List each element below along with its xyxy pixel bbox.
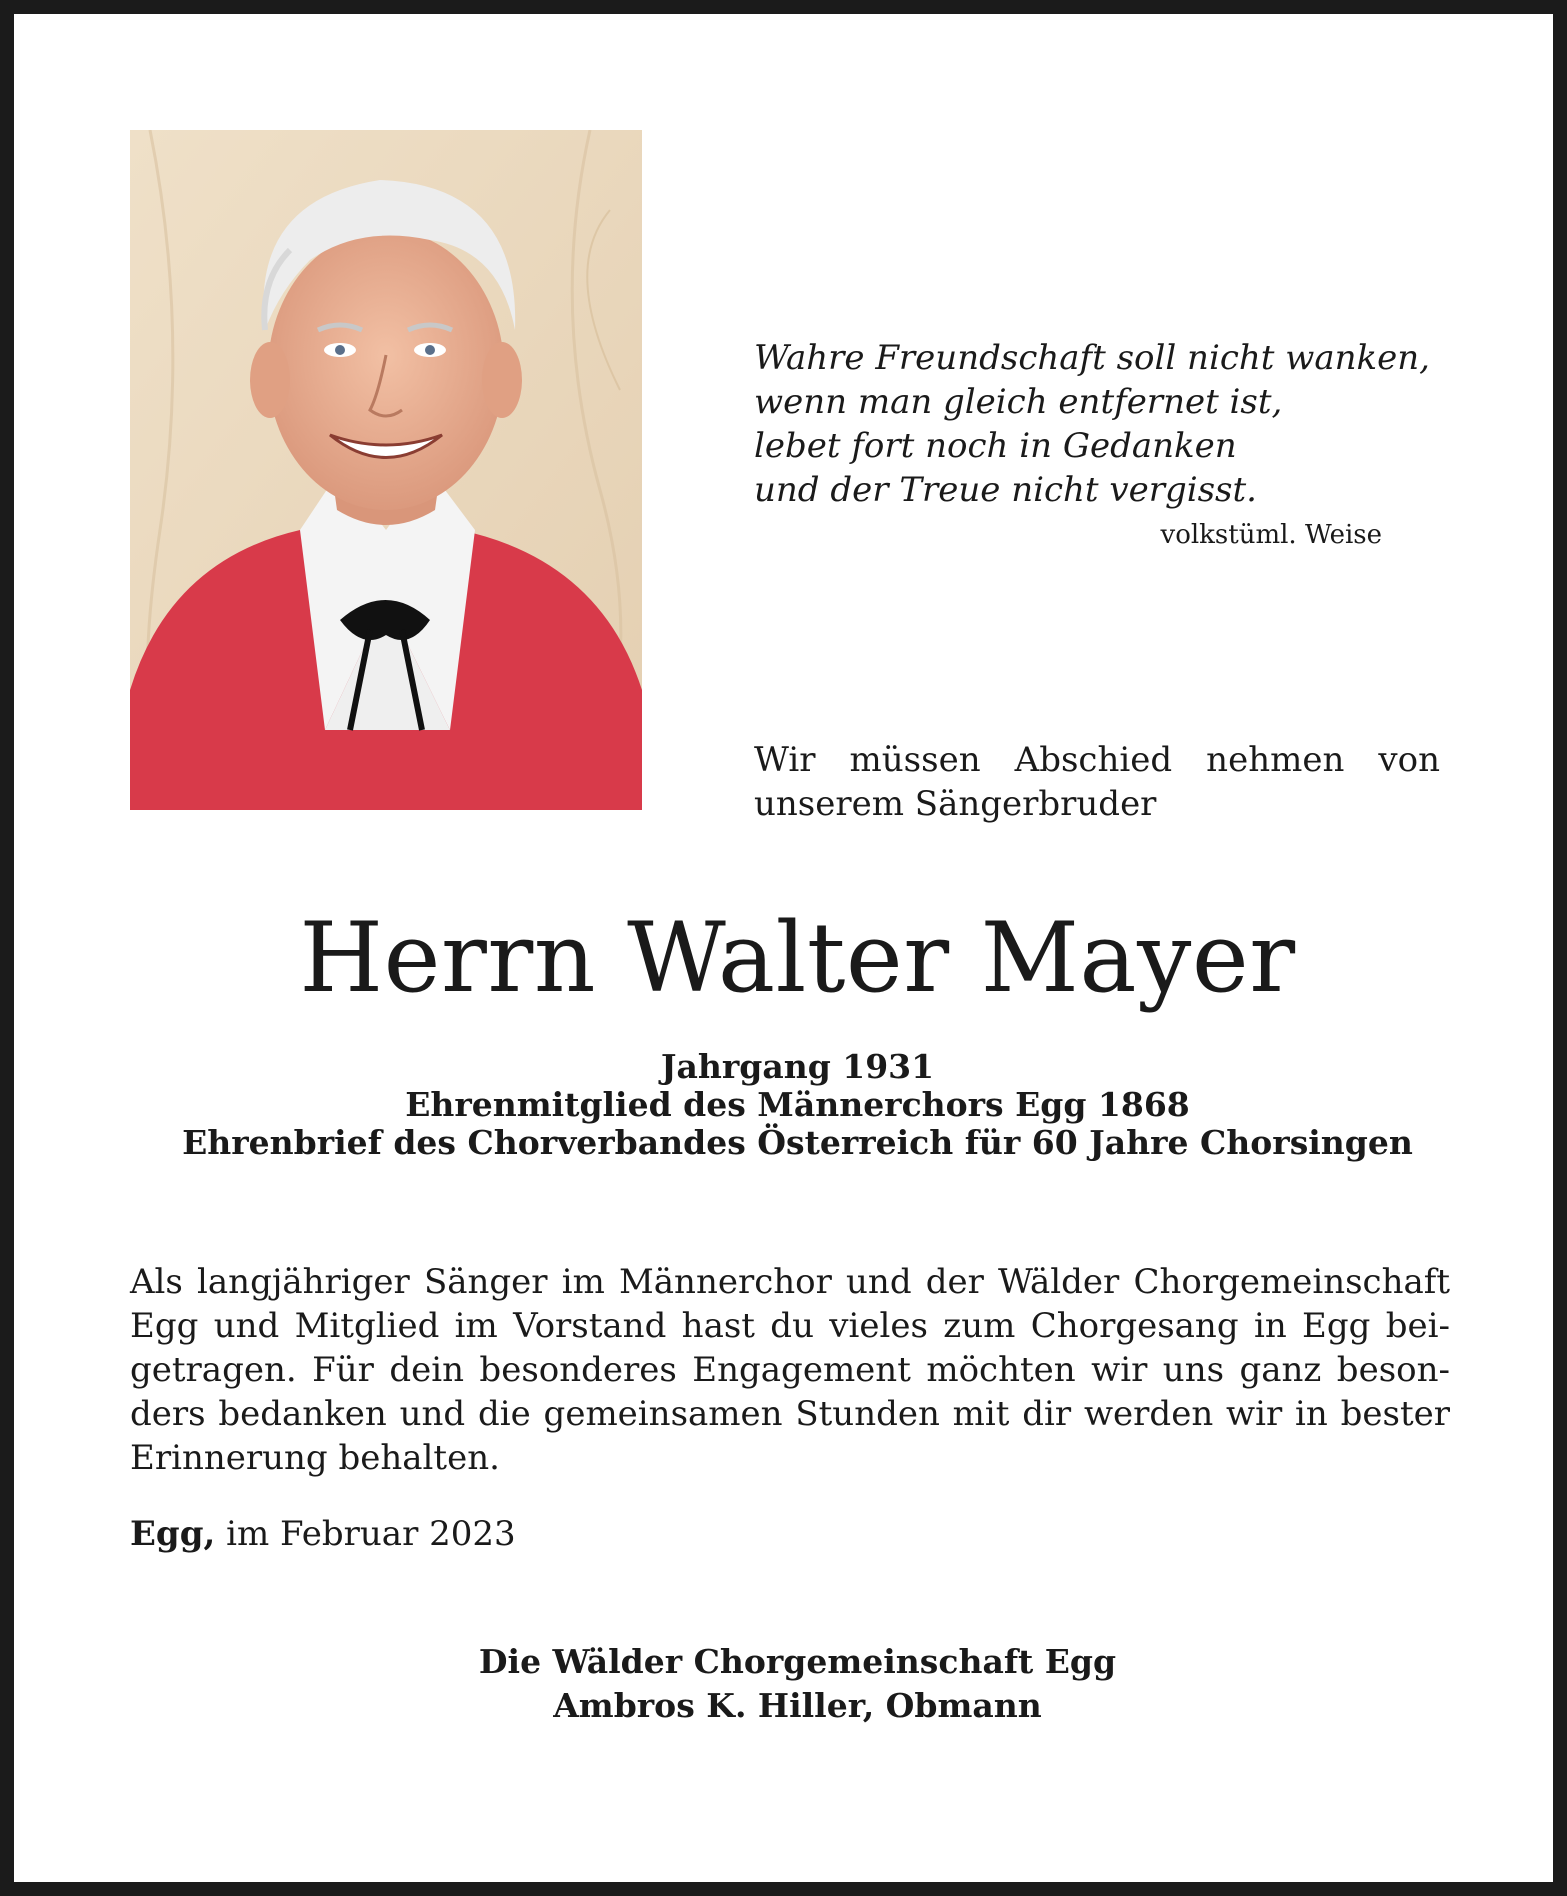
tribute-line: getragen. Für dein besonderes Engagement möchten wir uns ganz beson- <box>130 1350 1450 1390</box>
quote-line: lebet fort noch in Gedanken <box>754 426 1237 466</box>
honor-line: Ehrenmitglied des Männerchors Egg 1868 <box>405 1085 1190 1124</box>
honors-list <box>28 1048 1567 1162</box>
place-name: Egg, <box>130 1514 216 1554</box>
honor-line: Ehrenbrief des Chorverbandes Österreich für 60 Jahre Chorsingen <box>182 1123 1413 1162</box>
quote-poem <box>754 336 1430 512</box>
signature-block <box>28 1640 1567 1728</box>
place-date <box>130 1512 930 1556</box>
portrait-photo <box>130 130 642 810</box>
quote-source: volkstüml. Weise <box>1160 520 1382 550</box>
signature-line: Die Wälder Chorgemeinschaft Egg <box>478 1642 1117 1681</box>
tribute-line: Egg und Mitglied im Vorstand hast du vieles zum Chorgesang in Egg bei- <box>130 1306 1450 1346</box>
quote-line: wenn man gleich entfernet ist, <box>754 382 1283 422</box>
quote-line: und der Treue nicht vergisst. <box>754 470 1257 510</box>
tribute-line: ders bedanken und die gemeinsamen Stunden mit dir werden wir in bester <box>130 1394 1450 1434</box>
honor-line: Jahrgang 1931 <box>660 1047 935 1086</box>
portrait-photo-icon <box>130 130 642 810</box>
date-text: im Februar 2023 <box>215 1514 516 1554</box>
deceased-name: Herrn Walter Mayer <box>299 902 1296 1014</box>
tribute-text <box>130 1260 1450 1480</box>
farewell-intro <box>754 738 1440 826</box>
tribute-line: Als langjähriger Sänger im Männerchor und der Wälder Chorgemeinschaft <box>130 1262 1450 1302</box>
quote-line: Wahre Freundschaft soll nicht wanken, <box>754 338 1430 378</box>
intro-line: unserem Sängerbruder <box>754 784 1157 824</box>
intro-line: Wir müssen Abschied nehmen von <box>754 740 1440 780</box>
signature-line: Ambros K. Hiller, Obmann <box>553 1686 1042 1725</box>
tribute-line: Erinnerung behalten. <box>130 1438 500 1478</box>
